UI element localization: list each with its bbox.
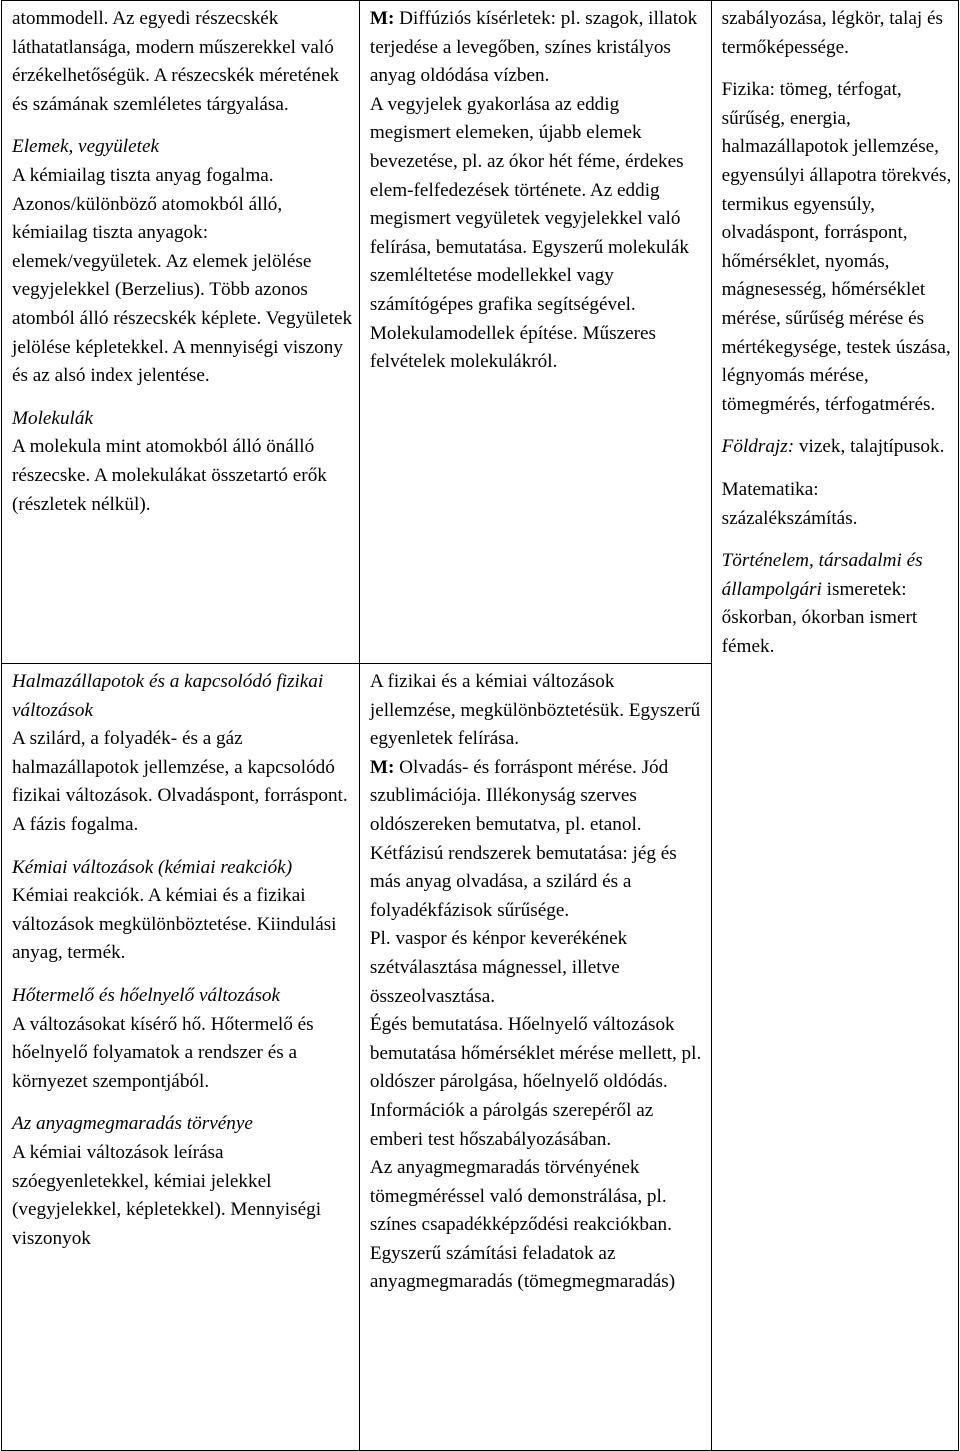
- activities-cell: [359, 664, 711, 1451]
- tortenelem-paragraph: [722, 547, 952, 661]
- section-title: Hőtermelő és hőelnyelő változások: [12, 984, 281, 1006]
- foldrajz-paragraph: [722, 433, 952, 462]
- m-label: M:: [369, 756, 395, 778]
- experiment-paragraph: [370, 5, 705, 91]
- connections-cell: [711, 1, 958, 1451]
- tortenelem-text: ismeretek: őskorban, ókorban ismert fémek.: [721, 578, 918, 657]
- section-title: Az anyagmegmaradás törvénye: [12, 1113, 253, 1135]
- section-text: A kémiai változások leírása szóegyenletekkel, kémiai jelekkel (vegyjelekkel, képletekkel). Mennyiségi viszonyok: [12, 1141, 322, 1249]
- foldrajz-label: Földrajz:: [721, 436, 795, 458]
- section-text: A szilárd, a folyadék- és a gáz halmazállapotok jellemzése, a kapcsolódó fizikai változások. Olvadáspont, forráspont. A fázis fogalma.: [12, 728, 348, 835]
- section-text: A molekula mint atomokból álló önálló részecske. A molekulákat összetartó erők (részletek nélkül).: [12, 436, 327, 515]
- section-title: Kémiai változások (kémiai reakciók): [12, 856, 293, 878]
- intro-text: szabályozása, légkör, talaj és termőképessége.: [721, 8, 944, 58]
- m-text: Diffúziós kísérletek: pl. szagok, illatok terjedése a levegőben, színes kristályos anyag oldódása vízben.: [369, 8, 698, 87]
- content-cell: [2, 664, 360, 1451]
- foldrajz-text: vizek, talajtípusok.: [794, 436, 945, 458]
- activities-text: A fizikai és a kémiai változások jellemzése, megkülönböztetésük. Egyszerű egyenletek felírása.: [369, 671, 701, 750]
- intro-text: atommodell. Az egyedi részecskék láthatatlansága, modern műszerekkel való érzékelhetőségük. A részecskék méretének és számának szemléletes tárgyalása.: [12, 8, 340, 115]
- section-text: A kémiailag tiszta anyag fogalma. Azonos/különböző atomokból álló, kémiailag tiszta anyagok: elemek/vegyületek. Az elemek jelölése vegyjelekkel (Berzelius). Több azonos atomból álló részecskék képlete. Vegyületek jelölése képletekkel. A mennyiségi viszony és az alsó index jelentése.: [12, 164, 353, 387]
- section-title: Halmazállapotok és a kapcsolódó fizikai változások: [12, 671, 324, 721]
- activities-text: Az anyagmegmaradás törvényének tömegméréssel való demonstrálása, pl. színes csapadékképződési reakciókban. Egyszerű számítási feladatok az anyagmegmaradás (tömegmegmaradás): [369, 1157, 676, 1293]
- table-row: [2, 1, 959, 664]
- activities-text: Égés bemutatása. Hőelnyelő változások bemutatása hőmérséklet mérése mellett, pl. oldószer párolgása, hőelnyelő oldódás. Információk a párolgás szerepéről az emberi test hőszabályozásában.: [369, 1014, 702, 1150]
- section-title: Elemek, vegyületek: [12, 136, 159, 158]
- activities-text: Pl. vaspor és kénpor keverékének szétválasztása mágnessel, illetve összeolvasztása.: [369, 928, 628, 1007]
- section-text: A változásokat kísérő hő. Hőtermelő és hőelnyelő folyamatok a rendszer és a környezet szempontjából.: [12, 1013, 314, 1092]
- section-text: Kémiai reakciók. A kémiai és a fizikai változások megkülönböztetése. Kiindulási anyag, termék.: [12, 885, 337, 964]
- content-cell: [2, 1, 360, 664]
- curriculum-table: [1, 0, 959, 1451]
- matematika-text: Matematika: százalékszámítás.: [721, 478, 858, 529]
- activities-text: A vegyjelek gyakorlása az eddig megismert elemeken, újabb elemek bevezetése, pl. az ókor hét féme, érdekes elem-felfedezések története. Az eddig megismert vegyületek vegyjelekkel való felírása, bemutatása. Egyszerű molekulák szemléltetése modellekkel vagy számítógépes grafika segítségével. Molekulamodellek építése. Műszeres felvételek molekulákról.: [369, 93, 689, 373]
- activities-cell: [359, 1, 711, 664]
- tortenelem-label: Történelem, társadalmi és állampolgári: [721, 550, 923, 600]
- section-title: Molekulák: [12, 407, 93, 429]
- experiment-paragraph: [370, 754, 705, 926]
- fizika-text: Fizika: tömeg, térfogat, sűrűség, energia, halmazállapotok jellemzése, egyensúlyi állapotra törekvés, termikus egyensúly, olvadáspont, forráspont, hőmérséklet, nyomás, mágnesesség, hőmérséklet mérése, sűrűség mérése és mértékegysége, testek úszása, légnyomás mérése, tömegmérés, térfogatmérés.: [721, 79, 952, 415]
- m-text: Olvadás- és forráspont mérése. Jód szublimációja. Illékonyság szerves oldószereken bemutatva, pl. etanol. Kétfázisú rendszerek bemutatása: jég és más anyag olvadása, a szilárd és a folyadékfázisok sűrűsége.: [369, 756, 677, 921]
- m-label: M:: [369, 8, 395, 29]
